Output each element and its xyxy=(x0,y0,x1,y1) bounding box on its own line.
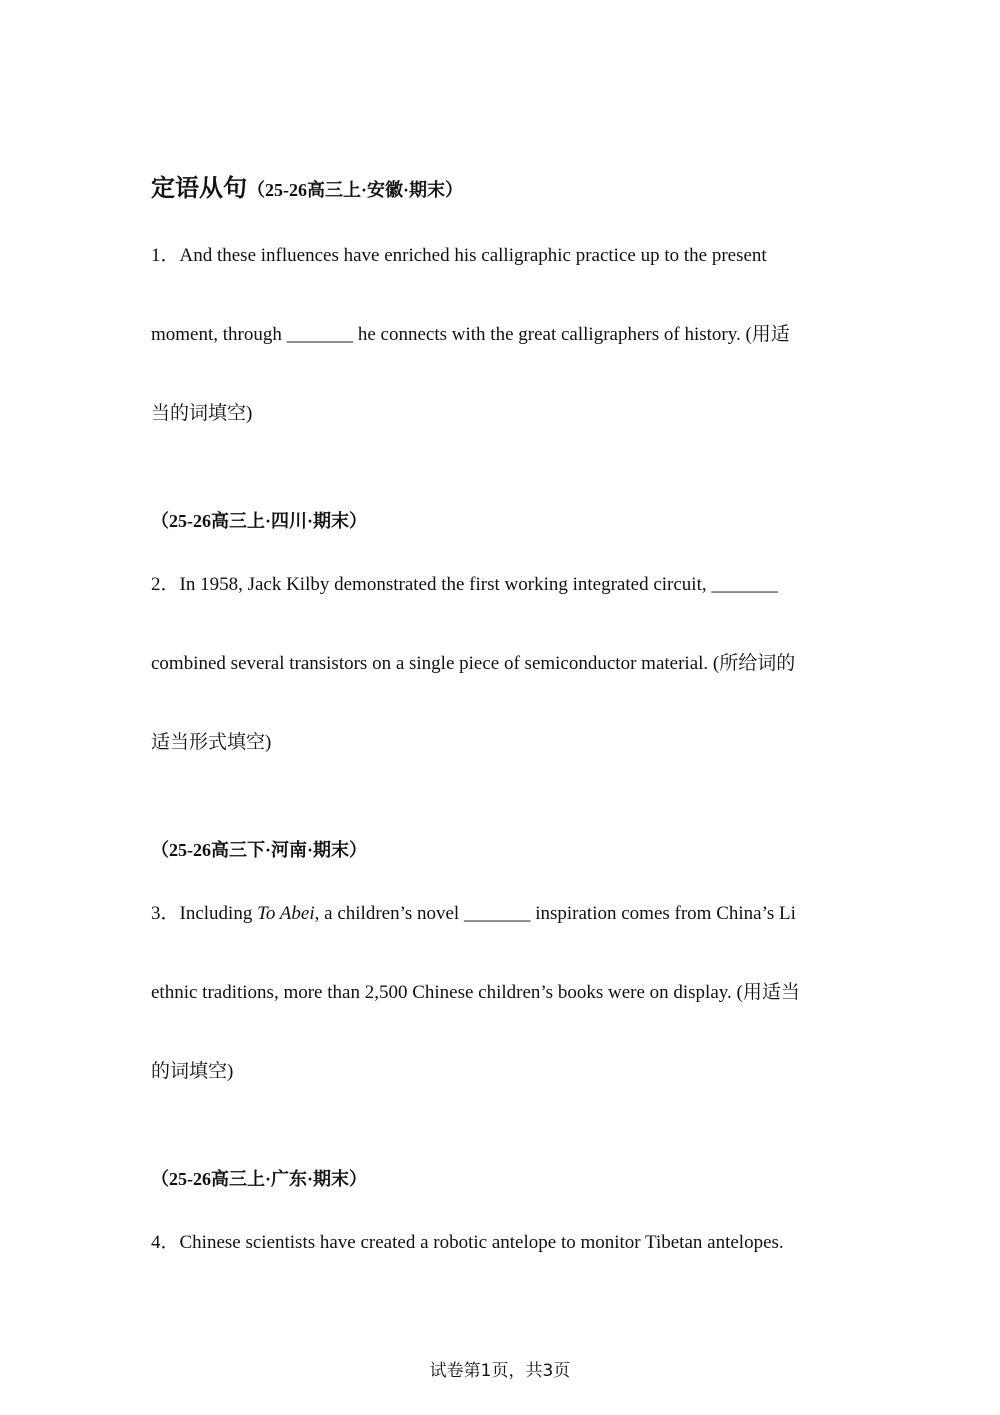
question-3-line-2: ethnic traditions, more than 2,500 Chinese children’s books were on display. (用适当 xyxy=(151,982,800,1003)
question-3-source: （25-26高三下·河南·期末） xyxy=(151,840,367,860)
section-heading xyxy=(151,168,463,203)
question-4-source: （25-26高三上·广东·期末） xyxy=(151,1169,367,1189)
question-2-line-3: 适当形式填空) xyxy=(151,732,272,753)
question-2-line-2: combined several transistors on a single piece of semiconductor material. (所给词的 xyxy=(151,653,796,674)
page-footer: 试卷第1页，共3页 xyxy=(429,1361,571,1381)
section-source: （25-26高三上·安徽·期末） xyxy=(247,180,463,200)
question-3-line-1-pre: 3．Including xyxy=(151,903,258,924)
question-1-line-2: moment, through _______ he connects with the great calligraphers of history. (用适 xyxy=(151,324,790,345)
question-4-line-1: 4．Chinese scientists have created a robotic antelope to monitor Tibetan antelopes. xyxy=(151,1232,784,1253)
question-1-line-1: 1．And these influences have enriched his calligraphic practice up to the present xyxy=(151,245,767,266)
section-title: 定语从句 xyxy=(151,174,247,202)
question-3-line-1 xyxy=(151,902,796,926)
question-3-line-3: 的词填空) xyxy=(151,1061,234,1082)
question-3-line-1-post: , a children’s novel _______ inspiration comes from China’s Li xyxy=(314,903,796,924)
question-2-line-1: 2．In 1958, Jack Kilby demonstrated the first working integrated circuit, _______ xyxy=(151,574,778,595)
novel-title: To Abei xyxy=(257,903,315,924)
question-2-source: （25-26高三上·四川·期末） xyxy=(151,511,367,531)
question-1-line-3: 当的词填空) xyxy=(151,403,253,424)
